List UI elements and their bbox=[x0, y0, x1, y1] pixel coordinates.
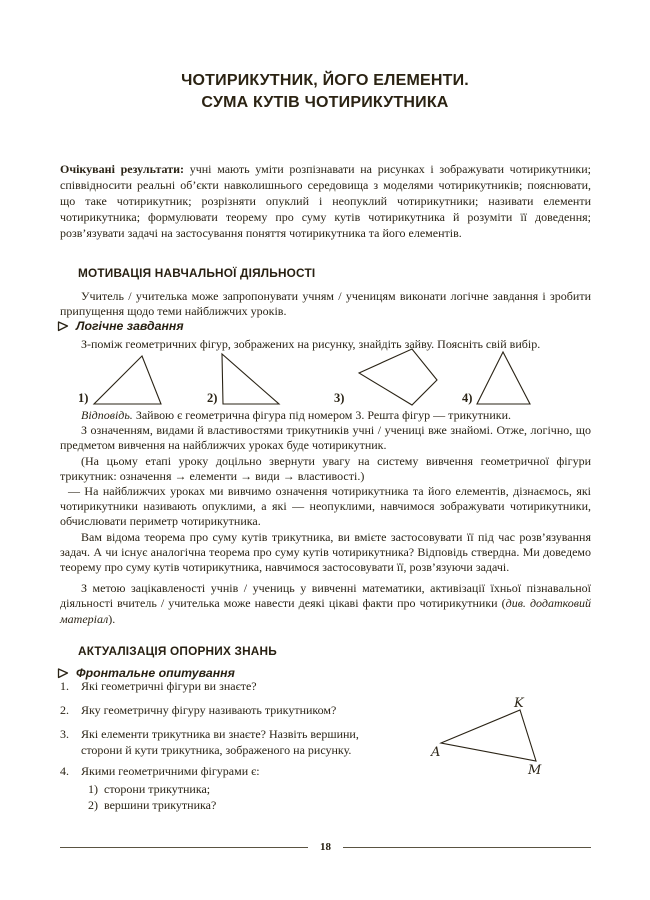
arrowhead-right-icon bbox=[57, 667, 69, 679]
figure-triangle-4 bbox=[477, 352, 530, 404]
question-text: Які геометричні фігури ви знаєте? bbox=[81, 679, 257, 693]
answer-paragraph bbox=[60, 408, 591, 423]
subquestion-text: вершини трикутника? bbox=[104, 798, 217, 813]
figure-label-4: 4) bbox=[462, 391, 473, 405]
expected-results-text: учні мають уміти розпізнавати на рисунках і зображувати чотирикутники; співвідносити реальні об’єкти навколишнього середовища з моделями чотирикутників; пояснювати, що таке чотирикутник; розрізняти опуклий і неопуклий чотирикутники; називати елементи чотирикутника; формулювати теорему про суму кутів чотирикутника й розуміти її доведення; розв’язувати задачі на застосування поняття чотирикутника та його елементів. bbox=[60, 162, 591, 240]
vertex-label-k: K bbox=[514, 696, 524, 711]
paragraph-interest-italic: див. додатковий матеріал bbox=[60, 596, 591, 626]
motivation-body bbox=[60, 408, 591, 627]
subquestion-item-2 bbox=[88, 798, 591, 813]
frontal-survey-label: Фронтальне опитування bbox=[76, 666, 235, 680]
question-number: 4. bbox=[60, 763, 69, 778]
paragraph-known: З означенням, видами й властивостями трикутників учні / учениці вже знайомі. Отже, логічно, що предметом вивчення на найближчих уроках буде чотирикутник. bbox=[60, 423, 591, 453]
logic-task-text: З-поміж геометричних фігур, зображених на рисунку, знайдіть зайву. Поясніть свій вибір. bbox=[81, 337, 541, 351]
motivation-section-heading: МОТИВАЦІЯ НАВЧАЛЬНОЇ ДІЯЛЬНОСТІ bbox=[78, 266, 316, 280]
footer-rule-left bbox=[60, 847, 308, 848]
question-text: Які елементи трикутника ви знаєте? Назвіть вершини, сторони й кути трикутника, зображеного на рисунку. bbox=[81, 727, 359, 757]
expected-results-label: Очікувані результати: bbox=[60, 162, 185, 176]
figure-label-2: 2) bbox=[207, 391, 218, 405]
arrowhead-right-icon bbox=[57, 320, 69, 332]
page-title-line-1: ЧОТИРИКУТНИК, ЙОГО ЕЛЕМЕНТИ. bbox=[181, 72, 469, 89]
subquestion-number: 2) bbox=[88, 798, 98, 813]
paragraph-next-lessons: — На найближчих уроках ми вивчимо означення чотирикутника та його елементів, дізнаємось, які чотирикутники називають опуклими, а які — неопуклими, навчимося зображувати чотирикутники, обчислювати периметр чотирикутника. bbox=[60, 484, 591, 529]
paragraph-theorem: Вам відома теорема про суму кутів трикутника, ви вмієте застосовувати її під час розв’язування задач. А чи існує аналогічна теорема про суму кутів чотирикутника? Відповідь ствердна. Ми доведемо теорему про суму кутів чотирикутника, навчимося застосовувати її, розв’язуючи задачі. bbox=[60, 529, 591, 575]
paragraph-interest-main: З метою зацікавленості учнів / учениць у вивченні математики, активізації їхньої пізнавальної діяльності вчитель / учителька може навести деякі цікаві факти про чотирикутники ( bbox=[60, 581, 591, 611]
subquestion-text: сторони трикутника; bbox=[104, 782, 211, 797]
paragraph-note: (На цьому етапі уроку доцільно звернути увагу на систему вивчення геометричної фігури трикутник: означення → елементи → види → властивості.) bbox=[60, 453, 591, 483]
paragraph-interest bbox=[60, 581, 591, 627]
triangle-akm bbox=[441, 710, 536, 761]
figure-quadrilateral-3 bbox=[359, 349, 437, 405]
question-text: Яку геометричну фігуру називають трикутником? bbox=[81, 703, 337, 718]
figure-label-3: 3) bbox=[334, 391, 345, 405]
expected-results-paragraph bbox=[60, 161, 591, 241]
question-text: Якими геометричними фігурами є: bbox=[81, 763, 260, 778]
vertex-label-a: A bbox=[431, 745, 441, 760]
question-number: 3. bbox=[60, 727, 69, 742]
page-footer bbox=[60, 841, 591, 853]
subquestion-number: 1) bbox=[88, 782, 98, 797]
triangle-akm-figure bbox=[424, 694, 574, 774]
page-title-line-2: СУМА КУТІВ ЧОТИРИКУТНИКА bbox=[201, 94, 449, 111]
question-item-1 bbox=[60, 679, 591, 694]
logic-task-row bbox=[57, 319, 184, 333]
frontal-survey-row bbox=[57, 666, 235, 680]
page-number: 18 bbox=[320, 841, 331, 853]
actualization-section-heading: АКТУАЛІЗАЦІЯ ОПОРНИХ ЗНАНЬ bbox=[78, 644, 277, 658]
answer-text: Зайвою є геометрична фігура під номером 3. Решта фігур — трикутники. bbox=[132, 408, 511, 422]
vertex-label-m: M bbox=[528, 763, 542, 778]
question-number: 2. bbox=[60, 703, 69, 718]
answer-label: Відповідь. bbox=[81, 408, 133, 422]
figure-triangle-1 bbox=[94, 356, 161, 404]
paragraph-interest-end: ). bbox=[108, 611, 116, 626]
figure-right-triangle-2 bbox=[222, 354, 279, 404]
logic-task-label: Логічне завдання bbox=[76, 319, 184, 333]
footer-rule-right bbox=[343, 847, 591, 848]
figure-label-1: 1) bbox=[78, 391, 89, 405]
motivation-intro-paragraph: Учитель / учителька може запропонувати учням / ученицям виконати логічне завдання і зробити припущення щодо теми найближчих уроків. bbox=[60, 289, 591, 319]
figures-strip bbox=[60, 346, 591, 410]
subquestion-item-1 bbox=[88, 782, 591, 797]
page-title bbox=[0, 70, 650, 114]
figures-drawing bbox=[60, 346, 591, 410]
question-number: 1. bbox=[60, 679, 69, 693]
